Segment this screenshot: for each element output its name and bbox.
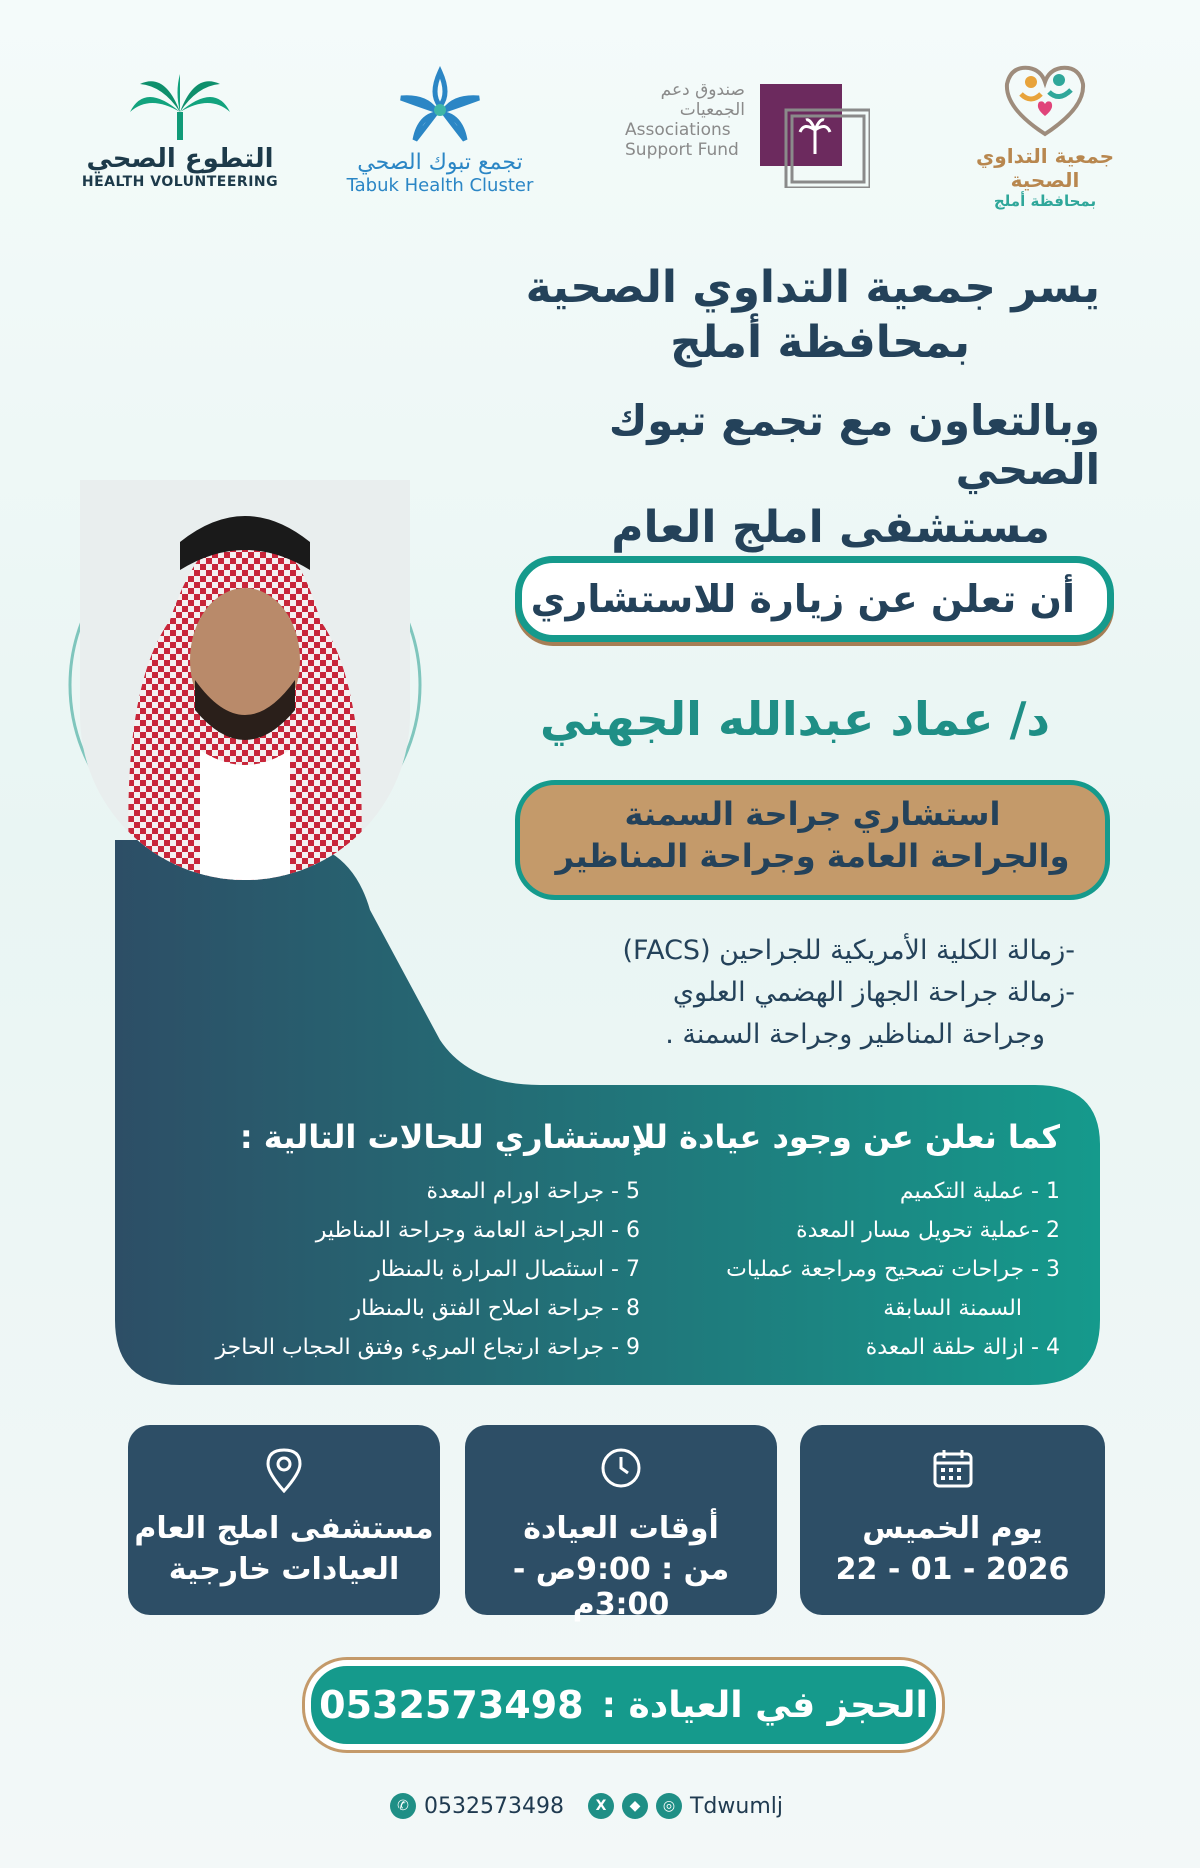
- heart-people-icon: [997, 60, 1093, 140]
- clock-icon: [600, 1447, 642, 1489]
- clinic-item-3-cont: السمنة السابقة: [883, 1296, 1022, 1321]
- hours-box: [465, 1425, 777, 1622]
- health-volunteering-ar: التطوع الصحي: [86, 144, 274, 174]
- clinic-item-3: 3 - جراحات تصحيح ومراجعة عمليات: [726, 1257, 1060, 1282]
- association-city: بمحافظة أملج: [993, 192, 1097, 210]
- footer-whatsapp: 0532573498: [424, 1793, 564, 1819]
- date-day: يوم الخميس: [862, 1511, 1043, 1546]
- palm-tree-icon: [125, 72, 235, 140]
- clinic-item-1: 1 - عملية التكميم: [899, 1179, 1060, 1204]
- clinic-item-6: 6 - الجراحة العامة وجراحة المناظير: [315, 1218, 640, 1243]
- star-flower-icon: [395, 66, 485, 146]
- location-pin-icon: [263, 1447, 305, 1493]
- booking-phone: 0532573498: [319, 1683, 584, 1727]
- specialty-pill: [515, 780, 1110, 900]
- support-fund-emblem-icon: [760, 84, 870, 188]
- clinic-list-right: [660, 1172, 1060, 1367]
- tabuk-cluster-ar: تجمع تبوك الصحي: [357, 150, 523, 175]
- whatsapp-icon[interactable]: ✆: [390, 1793, 416, 1819]
- tabuk-cluster-en: Tabuk Health Cluster: [346, 175, 534, 196]
- support-fund-ar2: الجمعيات: [679, 100, 745, 120]
- clinic-item-5: 5 - جراحة اورام المعدة: [426, 1179, 640, 1204]
- clinic-item-4: 4 - ازالة حلقة المعدة: [865, 1335, 1060, 1360]
- intro-line3: وبالتعاون مع تجمع تبوك الصحي: [608, 396, 1100, 494]
- date-box: [800, 1425, 1105, 1615]
- intro-line2: بمحافظة أملج: [670, 317, 970, 368]
- credential-2: -زمالة جراحة الجهاز الهضمي العلوي: [672, 977, 1075, 1008]
- support-fund-logo: [625, 80, 875, 190]
- specialty-line2: والجراحة العامة وجراحة المناظير: [555, 837, 1070, 875]
- specialty-line1: استشاري جراحة السمنة: [624, 795, 1001, 833]
- clinic-item-2: 2 -عملية تحويل مسار المعدة: [796, 1218, 1060, 1243]
- booking-pill: [305, 1660, 942, 1750]
- x-icon[interactable]: X: [588, 1793, 614, 1819]
- intro-line1: يسر جمعية التداوي الصحية: [525, 262, 1100, 313]
- hours-label: أوقات العيادة: [523, 1511, 719, 1546]
- clinic-list-left: [150, 1172, 640, 1367]
- health-volunteering-logo: [70, 72, 290, 190]
- instagram-icon[interactable]: ◎: [656, 1793, 682, 1819]
- support-fund-en2: Support Fund: [625, 140, 739, 160]
- footer-social: [390, 1793, 783, 1819]
- tabuk-cluster-logo: [330, 66, 550, 196]
- clinic-item-8: 8 - جراحة اصلاح الفتق بالمنظار: [350, 1296, 640, 1321]
- location-box: [128, 1425, 440, 1615]
- doctor-name: د/ عماد عبدالله الجهني: [540, 692, 1050, 746]
- support-fund-ar1: صندوق دعم: [660, 80, 745, 100]
- footer-handle: Tdwumlj: [689, 1793, 783, 1819]
- association-name: جمعية التداوي الصحية: [975, 144, 1115, 192]
- clinic-item-7: 7 - استئصال المرارة بالمنظار: [370, 1257, 640, 1282]
- credential-1: -زمالة الكلية الأمريكية للجراحين (FACS): [622, 935, 1075, 966]
- support-fund-en1: Associations: [625, 120, 731, 140]
- date-value: 22 - 01 - 2026: [835, 1552, 1070, 1587]
- association-logo: [940, 60, 1150, 210]
- clinic-heading: كما نعلن عن وجود عيادة للإستشاري للحالات التالية :: [239, 1118, 1060, 1156]
- credentials-block: [520, 930, 1075, 1056]
- announce-text: أن تعلن عن زيارة للاستشاري: [530, 577, 1075, 621]
- credential-3: وجراحة المناظير وجراحة السمنة .: [665, 1019, 1045, 1050]
- announce-pill: [515, 556, 1114, 642]
- snapchat-icon[interactable]: ◆: [622, 1793, 648, 1819]
- location-detail: العيادات خارجية: [168, 1552, 400, 1587]
- clinic-item-9: 9 - جراحة ارتجاع المريء وفتق الحجاب الحاجز: [215, 1335, 640, 1360]
- booking-label: الحجز في العيادة :: [601, 1684, 928, 1726]
- hours-value: من : 9:00ص - 3:00م: [512, 1552, 730, 1622]
- doctor-photo: [80, 480, 410, 880]
- intro-line4: مستشفى املج العام: [611, 502, 1050, 553]
- health-volunteering-en: HEALTH VOLUNTEERING: [81, 174, 279, 190]
- calendar-icon: [932, 1447, 974, 1489]
- location-name: مستشفى املج العام: [134, 1511, 434, 1546]
- doctor-portrait-icon: [80, 480, 410, 880]
